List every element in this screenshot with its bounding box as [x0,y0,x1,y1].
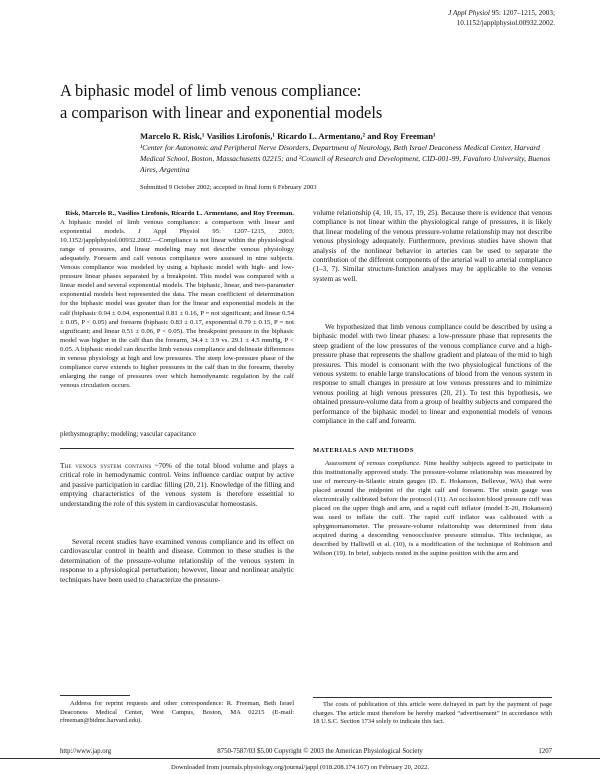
hypothesis-text: We hypothesized that limb venous compliance could be described by using a biphasic model with two linear phases: a low-pressure phase that represents the steep gradient of the low pressures of the venous compliance curve and a high-pressure phase that represents the shallow gradient and plateau of the mid to high pressures. This model is consonant with the two physiological functions of the venous system: to enable large translocations of blood from the venous system in response to small changes in pressure at low venous pressures and to minimize venous pooling at high venous pressures (20, 21). To test this hypothesis, we obtained pressure-volume data from a group of healthy subjects and compared the performance of the biphasic model to linear and exponential models of venous compliance in the calf and forearm. [313,323,552,426]
journal-reference [295,8,555,28]
journal-doi: 10.1152/japplphysiol.00932.2002. [456,19,555,27]
title-line-1: A biphasic model of limb venous compliance: [60,81,362,100]
page-number: 1207 [538,748,552,755]
publication-cost-text: The costs of publication of this article were defrayed in part by the payment of page charges. The article must therefore be hereby marked “advertisement” in accordance with 18 U.S.C. Section 1734 solely to indicate this fact. [313,701,552,726]
abstract-divider [60,448,294,449]
intro-paragraph-1 [60,462,294,509]
title-line-2: a comparison with linear and exponential models [60,103,383,122]
footnote-rule-left [60,695,130,696]
abstract-text: A biphasic model of limb venous compliance: a comparison with linear and exponential models. J Appl Physiol 95: 1207–1215, 2003; 10.1152/japplphysiol.00932.2002.—Compliance is not linear within the physiological range of pressures, and linear modeling may not describe venous physiology adequately. Forearm and calf venous compliance were assessed in nine subjects. Venous compliance was modeled by using a biphasic model with high- and low-pressure linear phases separated by a breakpoint. This model was compared with a linear model and several exponential models. The biphasic, linear, and two-parameter exponential models best represented the data. The mean coefficient of determination for the biphasic model was greater than for the linear and exponential models in the calf (biphasic 0.94 ± 0.04, exponential 0.81 ± 0.16, P = not significant; and linear 0.54 ± 0.05, P < 0.05) and forearm (biphasic 0.83 ± 0.17, exponential 0.79 ± 0.15, P = not significant; and linear 0.51 ± 0.06, P < 0.05). The breakpoint pressure in the biphasic model was higher in the calf than the forearm, 34.4 ± 3.9 vs. 29.1 ± 4.5 mmHg, P < 0.05. A biphasic model can describe limb venous compliance and delineate differences in venous physiology at high and low pressures. The steep low-pressure phase of the compliance curve extends to higher pressures in the calf than in the forearm, thereby enlarging the range of pressures over which hemodynamic regulation by the calf venous circulation occurs. [60,219,294,389]
intro-text-1: ~70% of the total blood volume and plays a critical role in hemodynamic control. Veins influence cardiac output by active and passive participation in cardiac filling (20, 21). Knowledge of the filling and emptying characteristics of the venous system is therefore essential to understanding the role of this system in cardiovascular homeostasis. [60,462,295,508]
intro-lead-smallcaps: The venous system contains [60,462,152,470]
article-title [60,80,560,124]
footnote-rule-right [313,697,552,698]
methods-paragraph [313,459,552,559]
publication-cost-footnote [313,701,552,727]
journal-citation: 95: 1207–1215, 2003; [491,9,555,17]
right-paragraph-1: volume relationship (4, 10, 15, 17, 19, 25). Because there is evidence that venous compliance is not linear within the physiological range of pressures, it is likely that linear modeling of the venous pressure-volume relationship may not describe venous physiology adequately. Furthermore, previous studies have shown that analysis of the nonlinear behavior in arteries can be used to separate the contribution of the different components of the arterial wall to arterial compliance (1–3, 7). Similar structure-function analyses may be applicable to the venous system as well. [313,209,552,283]
journal-name: J Appl Physiol [448,9,490,17]
intro-paragraph-2 [60,538,294,585]
submission-dates: Submitted 9 October 2002; accepted in final form 6 February 2003 [140,184,317,191]
issn-copyright: 8750-7587/03 $5.00 Copyright © 2003 the American Physiological Society [217,748,423,755]
download-note: Downloaded from journals.physiology.org/journal/jappl (018.208.174.167) on February 20, 2022. [170,764,430,771]
author-list: Marcelo R. Risk,¹ Vasilios Lirofonis,¹ Ricardo L. Armentano,² and Roy Freeman¹ [140,131,436,141]
methods-text: Nine healthy subjects agreed to participate in this institutionally approved study. The pressure-volume relationship was measured by use of mercury-in-Silastic strain gauges (D. E. Hokanson, Bellevue, WA) that were placed around the midpoint of the right calf and forearm. The strain gauge was electronically calibrated before the protocol (11). An occlusion blood pressure cuff was placed on the upper thigh and arm, and a rapid cuff inflator (model E-20, Hokanson) was used to inflate the cuff. The rapid cuff inflator was calibrated with a sphygmomanometer. The pressure-volume relationship was determined from data acquired during a descending venoocclusive pressure stimulus. This technique, as described by Halliwill et al. (10), is a modification of the technique of Robinson and Wilson (19). In brief, subjects rested in the supine position with the arm and [313,460,553,558]
footer-divider [0,758,600,759]
abstract [60,209,294,390]
correspondence-text: Address for reprint requests and other correspondence: R. Freeman, Beth Israel Deaconess Medical Center, West Campus, Boston, MA 02215 (E-mail: rfreeman@bidmc.harvard.edu). [60,700,294,725]
right-paragraph-2 [313,323,552,426]
methods-heading: MATERIALS AND METHODS [313,447,414,454]
abstract-authors: Risk, Marcelo R., Vasilios Lirofonis, Ricardo L. Armentano, and Roy Freeman. [65,210,294,217]
journal-url[interactable]: http://www.jap.org [60,748,112,755]
correspondence-footnote [60,700,294,726]
methods-subheading: Assessment of venous compliance. [325,460,421,467]
keywords: plethysmography; modeling; vascular capacitance [60,431,197,438]
affiliations: ¹Center for Autonomic and Peripheral Nerve Disorders, Department of Neurology, Beth Israel Deaconess Medical Center, Harvard Medical School, Boston, Massachusetts 02215; and ²Council of Research and Development, CID-001-99, Favaloro University, Buenos Aires, Argentina [140,143,551,174]
intro-text-2: Several recent studies have examined venous compliance and its effect on cardiovascular control in health and disease. Common to these studies is the determination of the pressure-volume relationship of the venous system in response to a physiological perturbation; however, linear and nonlinear analytic techniques have been used to characterize the pressure- [60,538,294,584]
